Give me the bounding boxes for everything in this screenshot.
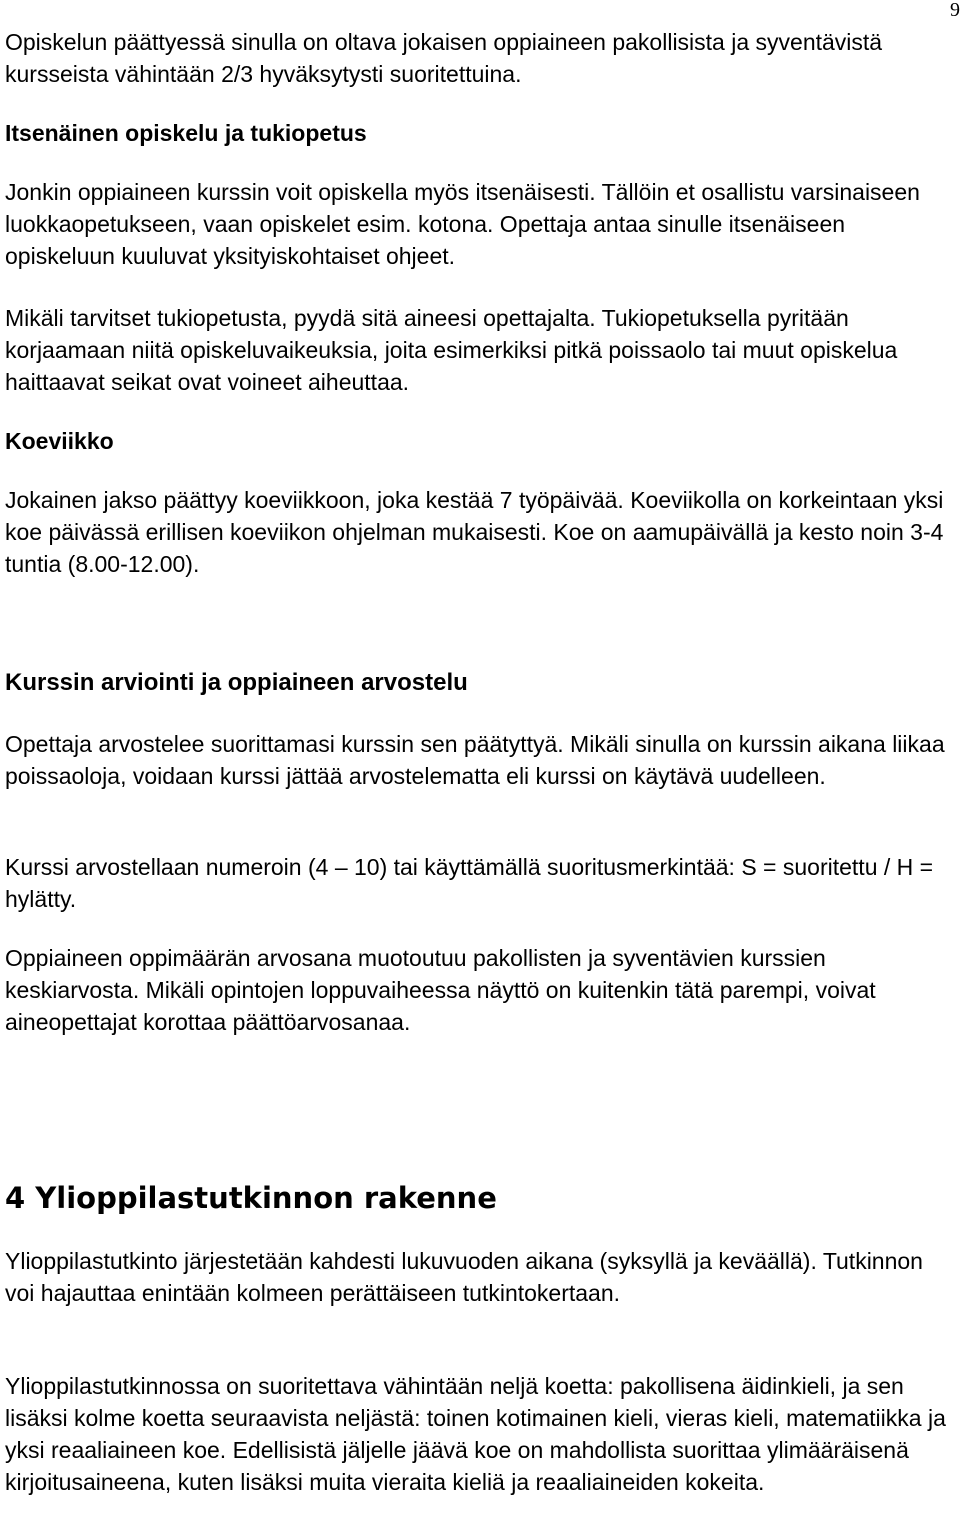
- arviointi-paragraph-2: Kurssi arvostellaan numeroin (4 – 10) tai käyttämällä suoritusmerkintää: S = suoritettu / H = hylätty.: [5, 854, 934, 912]
- itsenainen-paragraph-2: Mikäli tarvitset tukiopetusta, pyydä sitä aineesi opettajalta. Tukiopetuksella pyritään korjaamaan niitä opiskeluvaikeuksia, joita esimerkiksi pitkä poissaolo tai muut opiskelua haittaavat seikat ovat voineet aiheuttaa.: [5, 305, 898, 395]
- arviointi-paragraph-3: Oppiaineen oppimäärän arvosana muotoutuu pakollisten ja syventävien kurssien keskiarvosta. Mikäli opintojen loppuvaiheessa näyttö on kuitenkin tätä parempi, voivat aineopettajat korottaa päättöarvosanaa.: [5, 945, 876, 1035]
- heading-arviointi: Kurssin arviointi ja oppiaineen arvostelu: [5, 669, 468, 696]
- intro-paragraph: Opiskelun päättyessä sinulla on oltava jokaisen oppiaineen pakollisista ja syventävistä kursseista vähintään 2/3 hyväksytysti suoritettuina.: [5, 29, 883, 87]
- page-number: 9: [950, 0, 960, 21]
- itsenainen-paragraph-1: Jonkin oppiaineen kurssin voit opiskella myös itsenäisesti. Tällöin et osallistu varsinaiseen luokkaopetukseen, vaan opiskelet esim. kotona. Opettaja antaa sinulle itsenäiseen opiskeluun kuuluvat yksityiskohtaiset ohjeet.: [5, 179, 920, 269]
- heading-itsenainen-opiskelu: Itsenäinen opiskelu ja tukiopetus: [5, 120, 367, 146]
- chapter-paragraph-2: Ylioppilastutkinnossa on suoritettava vähintään neljä koetta: pakollisena äidinkieli, ja sen lisäksi kolme koetta seuraavista neljästä: toinen kotimainen kieli, vieras kieli, matematiikka ja yksi reaaliaineen koe. Edellisistä jäljelle jäävä koe on mahdollista suorittaa ylimääräisenä kirjoitusaineena, kuten lisäksi muita vieraita kieliä ja reaaliaineiden kokeita.: [5, 1373, 946, 1495]
- heading-koeviikko: Koeviikko: [5, 428, 114, 454]
- arviointi-paragraph-1: Opettaja arvostelee suorittamasi kurssin sen päätyttyä. Mikäli sinulla on kurssin aikana liikaa poissaoloja, voidaan kurssi jättää arvostelematta eli kurssi on käytävä uudelleen.: [5, 731, 945, 789]
- chapter-heading: 4 Ylioppilastutkinnon rakenne: [5, 1181, 497, 1215]
- koeviikko-paragraph: Jokainen jakso päättyy koeviikkoon, joka kestää 7 työpäivää. Koeviikolla on korkeintaan yksi koe päivässä erillisen koeviikon ohjelman mukaisesti. Koe on aamupäivällä ja kesto noin 3-4 tuntia (8.00-12.00).: [5, 487, 944, 577]
- chapter-paragraph-1: Ylioppilastutkinto järjestetään kahdesti lukuvuoden aikana (syksyllä ja keväällä). Tutkinnon voi hajauttaa enintään kolmeen perättäiseen tutkintokertaan.: [5, 1248, 923, 1306]
